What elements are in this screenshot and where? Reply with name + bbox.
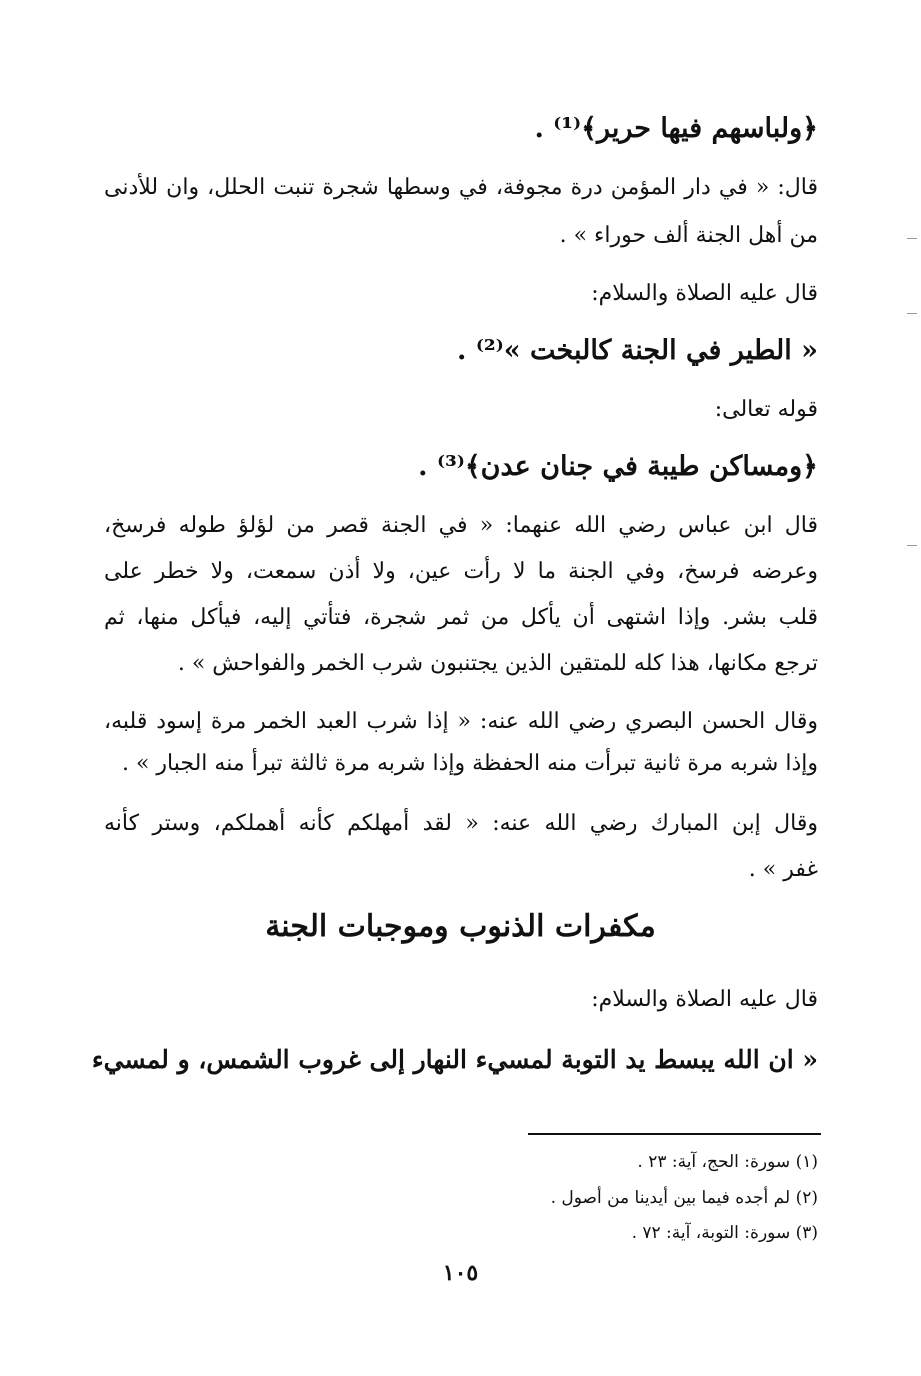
section-heading: مكفرات الذنوب وموجبات الجنة bbox=[265, 909, 656, 944]
footnote: (٢) لم أجده فيما بين أيدينا من أصول . bbox=[550, 1188, 818, 1208]
text-line: قال: « في دار المؤمن درة مجوفة، في وسطها شجرة تنبت الحلل، وان للأدنى bbox=[104, 175, 818, 200]
hadith-line: « ان الله يبسط يد التوبة لمسيء النهار إلى غروب الشمس، و لمسيء bbox=[91, 1045, 818, 1074]
paragraph-line: وقال الحسن البصري رضي الله عنه: « إذا شرب العبد الخمر مرة إسود قلبه، bbox=[104, 709, 818, 734]
edge-mark bbox=[907, 238, 917, 239]
edge-mark bbox=[907, 313, 917, 314]
paragraph-line: قال ابن عباس رضي الله عنهما: « في الجنة قصر من لؤلؤ طوله فرسخ، bbox=[104, 513, 818, 538]
paragraph-line: ترجع مكانها، هذا كله للمتقين الذين يجتنبون شرب الخمر والفواحش » . bbox=[177, 651, 818, 676]
verse-line: ﴿ولباسهم فيها حرير﴾⁽¹⁾ . bbox=[534, 113, 818, 144]
text-line: قوله تعالى: bbox=[714, 397, 818, 422]
paragraph-line: وقال إبن المبارك رضي الله عنه: « لقد أمهلكم كأنه أهملكم، وستر كأنه bbox=[104, 811, 818, 836]
text-line: قال عليه الصلاة والسلام: bbox=[591, 987, 818, 1012]
paragraph-line: وإذا شربه مرة ثانية تبرأت منه الحفظة وإذا شربه مرة ثالثة تبرأ منه الجبار » . bbox=[121, 751, 818, 776]
paragraph-line: غفر » . bbox=[748, 857, 818, 882]
footnote-divider bbox=[528, 1133, 821, 1135]
footnote: (١) سورة: الحج، آية: ٢٣ . bbox=[637, 1152, 818, 1172]
hadith-line: « الطير في الجنة كالبخت »⁽²⁾ . bbox=[457, 335, 818, 366]
paragraph-line: قلب بشر. وإذا اشتهى أن يأكل من ثمر شجرة، فتأتي إليه، فيأكل منها، ثم bbox=[104, 605, 818, 630]
footnote: (٣) سورة: التوبة، آية: ٧٢ . bbox=[631, 1223, 818, 1243]
page-number: ١٠٥ bbox=[442, 1260, 479, 1286]
text-line: قال عليه الصلاة والسلام: bbox=[591, 281, 818, 306]
paragraph-line: وعرضه فرسخ، وفي الجنة ما لا رأت عين، ولا أذن سمعت، ولا خطر على bbox=[104, 559, 818, 584]
verse-line: ﴿ومساكن طيبة في جنان عدن﴾⁽³⁾ . bbox=[418, 451, 818, 482]
edge-mark bbox=[907, 545, 917, 546]
text-line: من أهل الجنة ألف حوراء » . bbox=[559, 223, 818, 248]
